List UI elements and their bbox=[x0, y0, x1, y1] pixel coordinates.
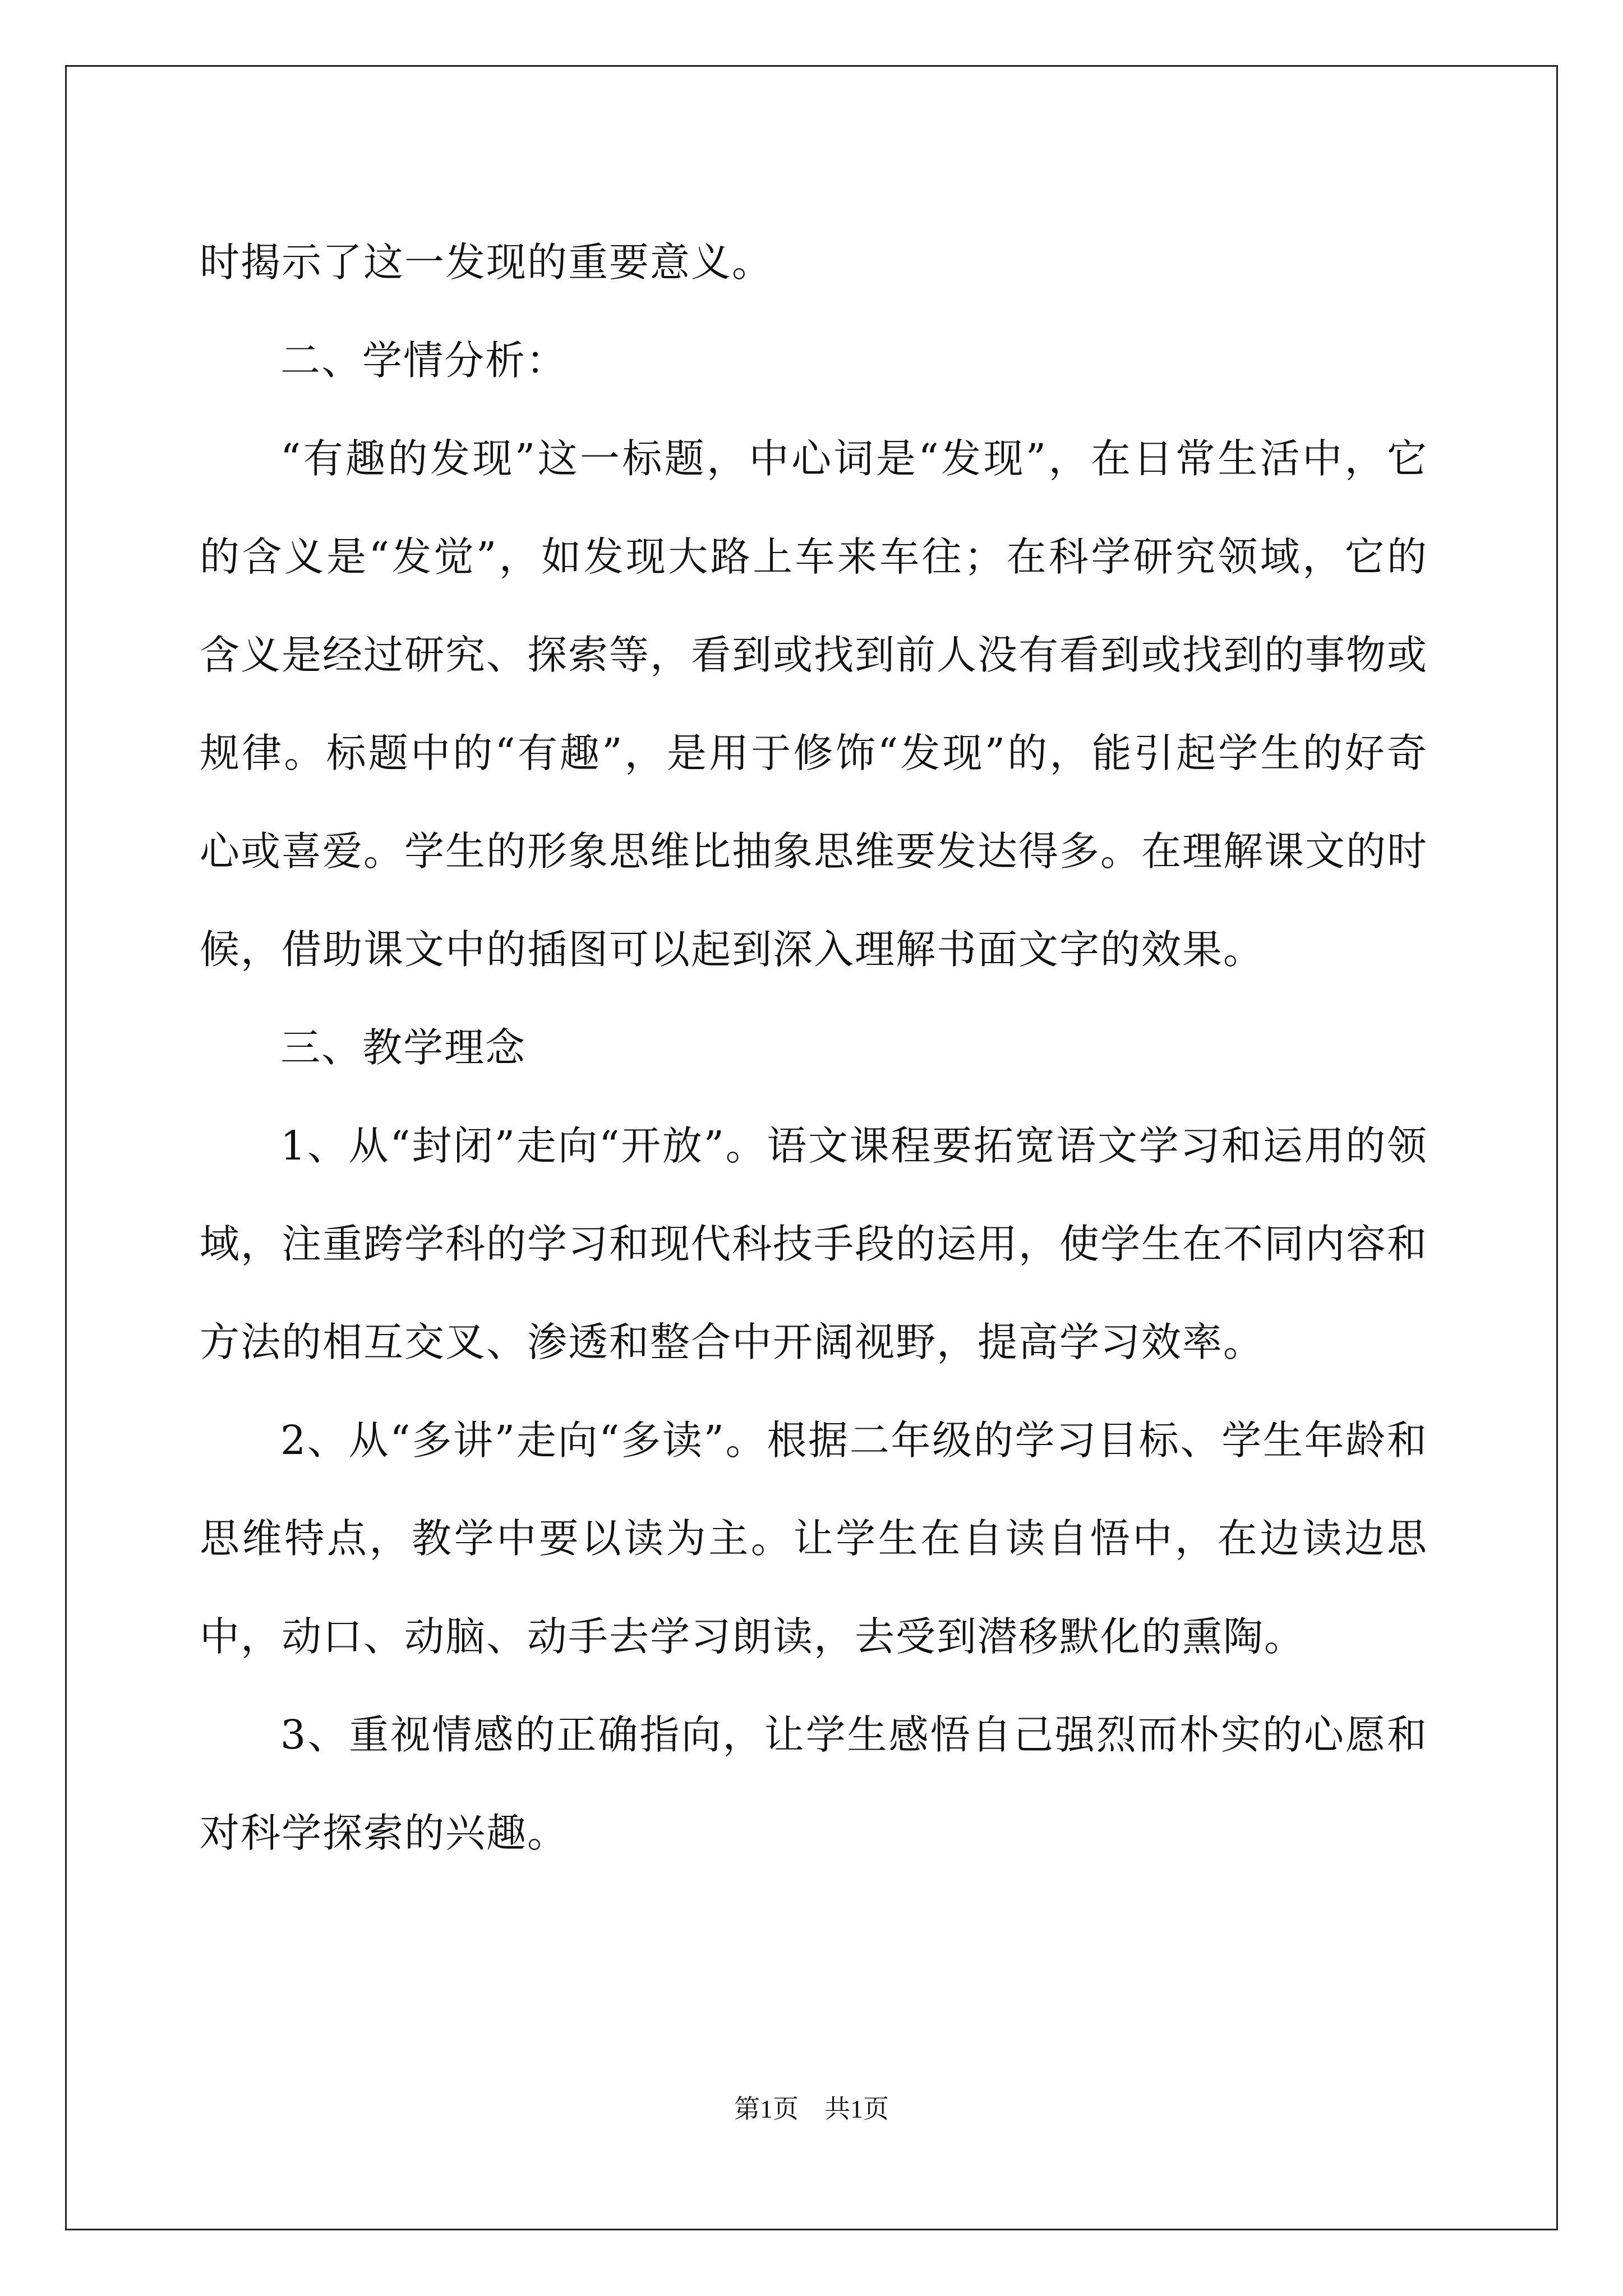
document-body bbox=[200, 213, 1428, 1882]
page-number-footer: 第1页 共1页 bbox=[734, 2095, 889, 2123]
paragraph-philosophy-1: 1、从“封闭”走向“开放”。语文课程要拓宽语文学习和运用的领域，注重跨学科的学习和现代科技手段的运用，使学生在不同内容和方法的相互交叉、渗透和整合中开阔视野，提高学习效率。 bbox=[200, 1122, 1428, 1365]
paragraph-philosophy-2: 2、从“多讲”走向“多读”。根据二年级的学习目标、学生年龄和思维特点，教学中要以读为主。让学生在自读自悟中，在边读边思中，动口、动脑、动手去学习朗读，去受到潜移默化的熏陶。 bbox=[200, 1417, 1428, 1660]
paragraph-1: 时揭示了这一发现的重要意义。 bbox=[200, 239, 773, 286]
section-heading-teaching-philosophy: 三、教学理念 bbox=[280, 1024, 527, 1071]
paragraph-learning-analysis: “有趣的发现”这一标题，中心词是“发现”，在日常生活中，它的含义是“发觉”，如发现大路上车来车往；在科学研究领域，它的含义是经过研究、探索等，看到或找到前人没有看到或找到的事物或规律。标题中的“有趣”，是用于修饰“发现”的，能引起学生的好奇心或喜爱。学生的形象思维比抽象思维要发达得多。在理解课文的时候，借助课文中的插图可以起到深入理解书面文字的效果。 bbox=[200, 435, 1428, 973]
paragraph-philosophy-3: 3、重视情感的正确指向，让学生感悟自己强烈而朴实的心愿和对科学探索的兴趣。 bbox=[200, 1711, 1428, 1856]
section-heading-learning-analysis: 二、学情分析： bbox=[280, 337, 568, 384]
